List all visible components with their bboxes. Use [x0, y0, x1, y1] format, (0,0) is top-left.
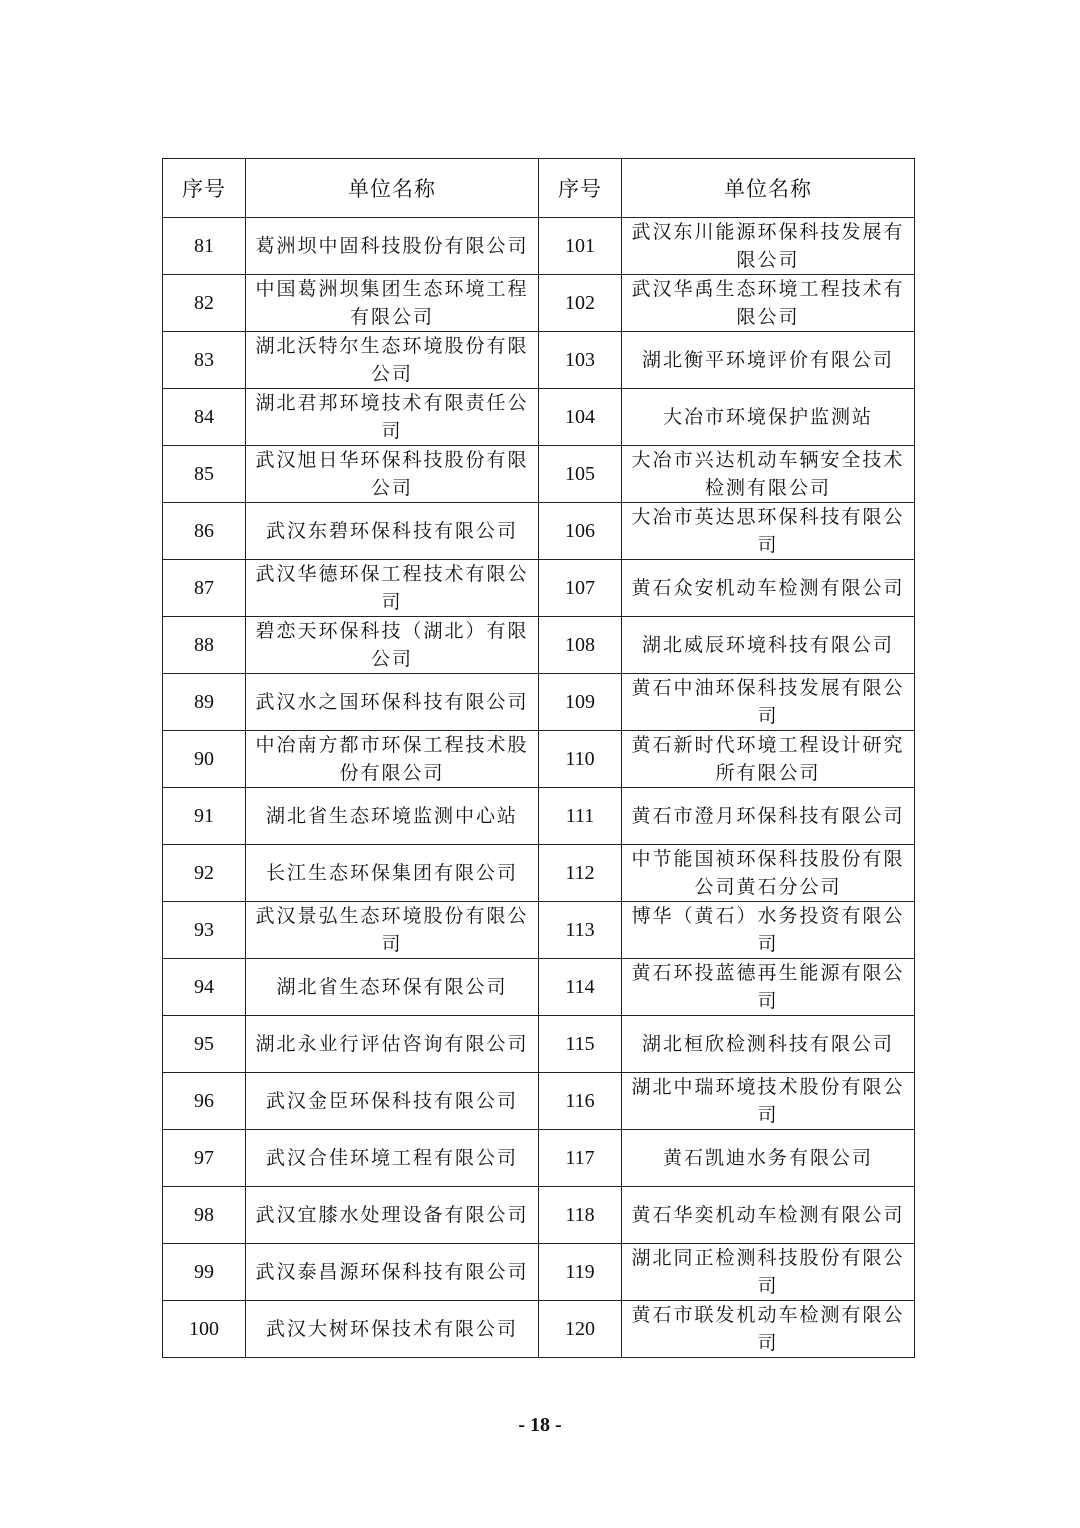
table-body — [163, 218, 915, 1358]
row-unit-name-right: 黄石中油环保科技发展有限公司 — [622, 674, 915, 731]
table-row — [163, 332, 915, 389]
row-index-right: 115 — [539, 1016, 622, 1073]
row-index-right: 110 — [539, 731, 622, 788]
row-index-right: 105 — [539, 446, 622, 503]
header-name-right: 单位名称 — [622, 159, 915, 218]
row-unit-name-left: 武汉大树环保技术有限公司 — [246, 1301, 539, 1358]
row-index-right: 102 — [539, 275, 622, 332]
table-row — [163, 959, 915, 1016]
row-unit-name-left: 湖北君邦环境技术有限责任公司 — [246, 389, 539, 446]
row-unit-name-left: 长江生态环保集团有限公司 — [246, 845, 539, 902]
table-row — [163, 1130, 915, 1187]
row-index-right: 107 — [539, 560, 622, 617]
unit-table — [162, 158, 915, 1358]
row-unit-name-right: 黄石众安机动车检测有限公司 — [622, 560, 915, 617]
row-unit-name-right: 黄石环投蓝德再生能源有限公司 — [622, 959, 915, 1016]
row-unit-name-left: 葛洲坝中固科技股份有限公司 — [246, 218, 539, 275]
table-row — [163, 845, 915, 902]
row-index-left: 95 — [163, 1016, 246, 1073]
header-name-left: 单位名称 — [246, 159, 539, 218]
row-index-left: 99 — [163, 1244, 246, 1301]
row-unit-name-right: 武汉华禹生态环境工程技术有限公司 — [622, 275, 915, 332]
row-unit-name-right: 黄石市澄月环保科技有限公司 — [622, 788, 915, 845]
row-index-right: 109 — [539, 674, 622, 731]
row-index-left: 82 — [163, 275, 246, 332]
row-unit-name-left: 湖北沃特尔生态环境股份有限公司 — [246, 332, 539, 389]
row-index-right: 106 — [539, 503, 622, 560]
row-index-right: 120 — [539, 1301, 622, 1358]
row-unit-name-right: 武汉东川能源环保科技发展有限公司 — [622, 218, 915, 275]
header-index-left: 序号 — [163, 159, 246, 218]
table-row — [163, 1301, 915, 1358]
row-index-left: 83 — [163, 332, 246, 389]
row-unit-name-right: 黄石凯迪水务有限公司 — [622, 1130, 915, 1187]
table-header-row — [163, 159, 915, 218]
row-unit-name-left: 湖北省生态环保有限公司 — [246, 959, 539, 1016]
table-row — [163, 560, 915, 617]
row-index-right: 111 — [539, 788, 622, 845]
row-index-left: 96 — [163, 1073, 246, 1130]
row-index-right: 104 — [539, 389, 622, 446]
row-index-left: 85 — [163, 446, 246, 503]
row-unit-name-left: 武汉旭日华环保科技股份有限公司 — [246, 446, 539, 503]
table-row — [163, 788, 915, 845]
table-row — [163, 731, 915, 788]
row-index-left: 92 — [163, 845, 246, 902]
row-index-right: 119 — [539, 1244, 622, 1301]
row-index-left: 87 — [163, 560, 246, 617]
row-unit-name-left: 中冶南方都市环保工程技术股份有限公司 — [246, 731, 539, 788]
row-index-left: 88 — [163, 617, 246, 674]
row-unit-name-right: 湖北衡平环境评价有限公司 — [622, 332, 915, 389]
row-index-left: 84 — [163, 389, 246, 446]
row-index-left: 89 — [163, 674, 246, 731]
row-index-right: 116 — [539, 1073, 622, 1130]
row-index-right: 101 — [539, 218, 622, 275]
row-index-left: 93 — [163, 902, 246, 959]
row-unit-name-right: 黄石市联发机动车检测有限公司 — [622, 1301, 915, 1358]
row-unit-name-right: 黄石华奕机动车检测有限公司 — [622, 1187, 915, 1244]
row-index-left: 94 — [163, 959, 246, 1016]
header-index-right: 序号 — [539, 159, 622, 218]
row-unit-name-right: 湖北中瑞环境技术股份有限公司 — [622, 1073, 915, 1130]
row-unit-name-right: 中节能国祯环保科技股份有限公司黄石分公司 — [622, 845, 915, 902]
row-unit-name-left: 武汉水之国环保科技有限公司 — [246, 674, 539, 731]
table-row — [163, 503, 915, 560]
table-row — [163, 389, 915, 446]
page-number: - 18 - — [518, 1414, 562, 1436]
table-row — [163, 902, 915, 959]
row-index-left: 81 — [163, 218, 246, 275]
row-index-right: 113 — [539, 902, 622, 959]
row-index-left: 100 — [163, 1301, 246, 1358]
row-index-left: 86 — [163, 503, 246, 560]
row-index-right: 112 — [539, 845, 622, 902]
table-row — [163, 674, 915, 731]
row-unit-name-left: 湖北永业行评估咨询有限公司 — [246, 1016, 539, 1073]
table-row — [163, 1016, 915, 1073]
table-row — [163, 275, 915, 332]
row-unit-name-right: 湖北威辰环境科技有限公司 — [622, 617, 915, 674]
row-index-right: 114 — [539, 959, 622, 1016]
table-row — [163, 1187, 915, 1244]
row-index-left: 91 — [163, 788, 246, 845]
table-row — [163, 218, 915, 275]
row-unit-name-right: 黄石新时代环境工程设计研究所有限公司 — [622, 731, 915, 788]
row-unit-name-left: 武汉泰昌源环保科技有限公司 — [246, 1244, 539, 1301]
table-row — [163, 446, 915, 503]
row-unit-name-right: 大冶市兴达机动车辆安全技术检测有限公司 — [622, 446, 915, 503]
row-index-right: 108 — [539, 617, 622, 674]
row-index-left: 90 — [163, 731, 246, 788]
row-index-right: 118 — [539, 1187, 622, 1244]
row-unit-name-right: 大冶市英达思环保科技有限公司 — [622, 503, 915, 560]
row-unit-name-left: 武汉东碧环保科技有限公司 — [246, 503, 539, 560]
row-unit-name-left: 湖北省生态环境监测中心站 — [246, 788, 539, 845]
row-unit-name-left: 武汉宜膝水处理设备有限公司 — [246, 1187, 539, 1244]
row-unit-name-left: 中国葛洲坝集团生态环境工程有限公司 — [246, 275, 539, 332]
row-unit-name-left: 武汉景弘生态环境股份有限公司 — [246, 902, 539, 959]
row-index-left: 98 — [163, 1187, 246, 1244]
row-unit-name-right: 湖北桓欣检测科技有限公司 — [622, 1016, 915, 1073]
row-unit-name-right: 博华（黄石）水务投资有限公司 — [622, 902, 915, 959]
row-unit-name-right: 湖北同正检测科技股份有限公司 — [622, 1244, 915, 1301]
row-unit-name-left: 武汉金臣环保科技有限公司 — [246, 1073, 539, 1130]
row-unit-name-left: 碧恋天环保科技（湖北）有限公司 — [246, 617, 539, 674]
row-index-right: 117 — [539, 1130, 622, 1187]
row-unit-name-left: 武汉华德环保工程技术有限公司 — [246, 560, 539, 617]
row-index-right: 103 — [539, 332, 622, 389]
row-unit-name-right: 大冶市环境保护监测站 — [622, 389, 915, 446]
row-index-left: 97 — [163, 1130, 246, 1187]
row-unit-name-left: 武汉合佳环境工程有限公司 — [246, 1130, 539, 1187]
table-row — [163, 1073, 915, 1130]
table-row — [163, 617, 915, 674]
table-row — [163, 1244, 915, 1301]
